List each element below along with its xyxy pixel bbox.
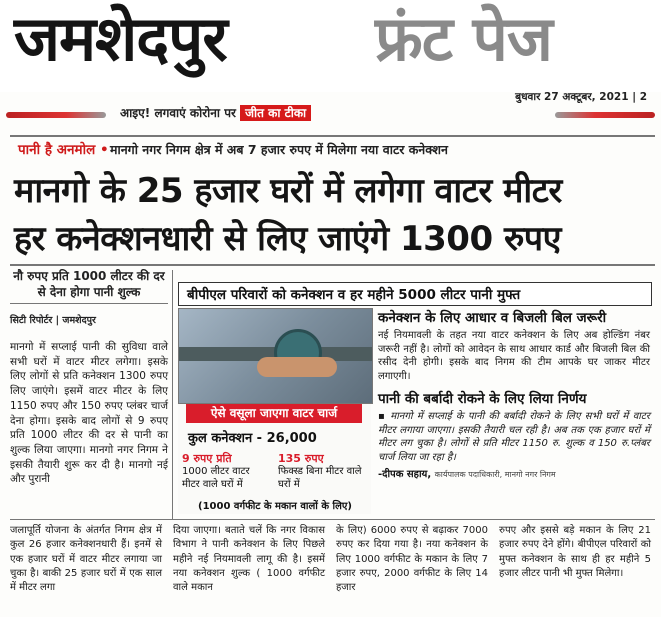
charges-footer: (1000 वर्गफीट के मकान वालों के लिए) [198,501,352,512]
quote-name: -दीपक सहाय, [378,469,432,480]
divider [10,519,655,520]
kicker: पानी है अनमोल • [18,142,109,158]
left-body-text: मानगो में सप्लाई पानी की सुविधा वाले सभी घरों में वाटर मीटर लगेगा। इसके लिए लोगों से प्रति कनेक्शन 1300 रुपए लिए जाएंगे। इसमें वाटर मीटर के लिए 1150 रुपए और 150 रुपए प्लंबर चार्ज देना होगा। इसके बाद लोगों से 9 रुपए प्रति 1000 लीटर की दर से पानी का शुल्क लिया जाएगा। मानगो नगर निगम ने इसकी तैयारी शुरू कर दी है। मानगो नई और पुरानी [10,341,168,486]
right-column [378,308,650,480]
bpl-box [178,282,652,306]
subhead: मानगो नगर निगम क्षेत्र में अब 7 हजार रुपए में मिलेगा नया वाटर कनेक्शन [110,142,448,157]
right-body-1: नई नियमावली के तहत नया वाटर कनेक्शन के लिए अब होल्डिंग नंबर जरूरी नहीं है। लोगों को आवेदन के साथ आधार कार्ड और बिजली बिल की रसीद देनी होगी। इसके बाद निगम की टीम आपके घर जाकर मीटर लगाएगी। [378,330,650,382]
byline: सिटी रिपोर्टर | जमशेदपुर [10,315,96,326]
column-divider [172,270,173,520]
date-separator: | [632,91,640,103]
bottom-column-1: जलापूर्ति योजना के अंतर्गत निगम क्षेत्र में कुल 26 हजार कनेक्शनधारी हैं। इनमें से एक हजार घरों में वाटर मीटर लगाया जा चुका है। बाकी 25 हजार घरों में एक साल में मीटर लगा [10,525,162,594]
bottom-columns [10,524,655,614]
covid-slogan [120,104,311,121]
bottom-column-2: दिया जाएगा। बताते चलें कि नगर विकास विभाग ने पानी कनेक्शन के लिए पिछले महीने नई नियमावली लागू की है। इसमें नया कनेक्शन शुल्क ( 1000 वर्गफीट वाले मकान [173,525,325,594]
headline-line-2: हर कनेक्शनधारी से लिए जाएंगे 1300 रुपए [14,219,561,259]
bottom-column-4: रुपए और इससे बड़े मकान के लिए 21 हजार रुपए देने होंगे। बीपीएल परिवारों को मुफ्त कनेक्शन के साथ ही हर महीने 5 हजार लीटर पानी भी मुफ्त मिलेगा। [499,525,651,579]
charges-cell-fixed-text: फिक्स्ड बिना मीटर वाले घरों में [278,466,362,490]
right-heading-2: पानी की बर्बादी रोकने के लिए लिया निर्णय [378,391,587,407]
headline-line-1: मानगो के 25 हजार घरों में लगेगा वाटर मीटर [14,171,562,211]
syringe-left-icon [6,112,106,118]
masthead [0,0,661,92]
charges-heading: ऐसे वसूला जाएगा वाटर चार्ज [186,404,362,423]
charges-box [178,404,371,514]
water-meter-photo [178,308,373,404]
hand-shape [257,357,337,377]
kicker-row [10,140,655,162]
charges-grid [182,452,368,496]
bottom-column-3: के लिए) 6000 रुपए से बढ़ाकर 7000 रुपए कर दिया गया है। नया कनेक्शन के लिए 1000 वर्गफीट के मकान के लिए 7 हजार रुपए, 2000 वर्गफीट के लिए 14 हजार [336,525,488,594]
charges-cell-metered [182,452,270,496]
charges-cell-metered-price: 9 रुपए प्रति [182,452,232,465]
quote-role: कार्यपालक पदाधिकारी, मानगो नगर निगम [434,470,556,479]
date: बुधवार 27 अक्टूबर, 2021 [515,91,629,103]
bpl-text: बीपीएल परिवारों को कनेक्शन व हर महीने 5000 लीटर पानी मुफ्त [187,287,521,303]
left-column [10,268,168,487]
charges-cell-fixed [278,452,366,496]
covid-slogan-prefix: आइए! लगवाएं कोरोना पर [120,106,236,120]
masthead-title-left: जमशेदपुर [14,2,227,75]
page-number: 2 [639,91,647,103]
charges-total: कुल कनेक्शन - 26,000 [188,431,317,446]
right-heading-1: कनेक्शन के लिए आधार व बिजली बिल जरूरी [378,310,607,326]
divider [10,264,655,266]
masthead-title-right: फ्रंट पेज [375,2,552,75]
quote-attribution [378,466,650,480]
covid-slogan-highlight: जीत का टीका [240,105,311,121]
left-kicker: नौ रुपए प्रति 1000 लीटर की दर से देना होगा पानी शुल्क [10,268,168,304]
charges-cell-fixed-price: 135 रुपए [278,452,324,465]
divider [10,135,655,137]
syringe-right-icon [555,112,655,118]
charges-cell-metered-text: 1000 लीटर वाटर मीटर वाले घरों में [182,466,250,490]
right-body-2: ▪ मानगो में सप्लाई के पानी की बर्बादी रोकने के लिए सभी घरों में वाटर मीटर लगाया जाएगा। इसकी तैयारी चल रही है। अब तक एक हजार घरों में मीटर लग चुका है। लोगों से प्रति मीटर 1150 रु. शुल्क व 150 रु.प्लंबर चार्ज लिया जा रहा है। [378,411,650,463]
